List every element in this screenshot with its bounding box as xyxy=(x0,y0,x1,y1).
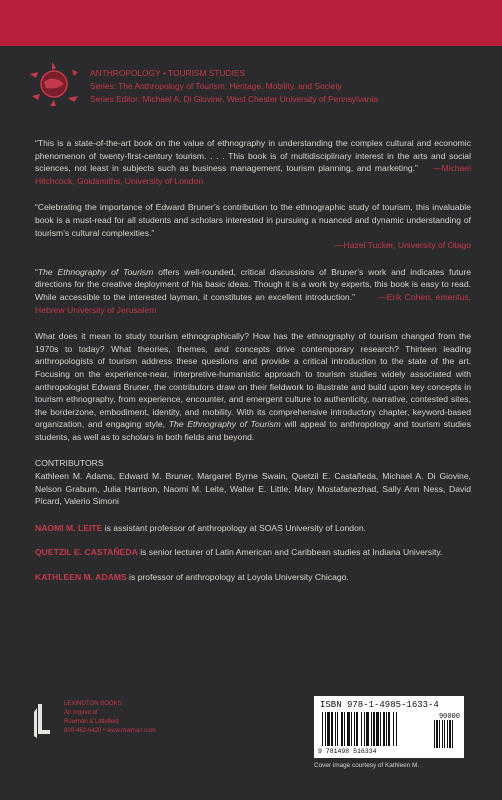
description-text: will appeal to anthropology and tourism studies students, as well as to scholars in both fields and beyond. xyxy=(35,419,471,442)
quote-attribution: —Hazel Tucker, University of Otago xyxy=(334,240,471,251)
publisher-imprint: An imprint of xyxy=(64,710,98,716)
barcode-stripe xyxy=(383,712,385,746)
contributors-list: Kathleen M. Adams, Edward M. Bruner, Margaret Byrne Swain, Quetzil E. Castañeda, Michael A. Di Giovine, Nelson Graburn, Julia Harrison, Naomi M. Leite, Walter E. Little, Mary Mostafanezhad, Sally Ann Ness, David Picard, Valerio Simoni xyxy=(35,471,471,507)
barcode-stripe xyxy=(444,720,445,748)
barcode-stripe xyxy=(434,720,435,748)
contributors-heading: CONTRIBUTORS xyxy=(35,458,104,469)
barcode-stripe xyxy=(354,712,355,746)
editor-name: KATHLEEN M. ADAMS xyxy=(35,572,127,583)
barcode-stripe xyxy=(344,712,345,746)
barcode-stripe xyxy=(452,720,453,748)
publisher-parent: Rowman & Littlefield xyxy=(64,719,119,725)
quote-text: “This is a state-of-the-art book on the value of ethnography in understanding the complex cultural and economic phenomenon of twenty-first-century tourism. . . . This book is of multidisciplinary interest in the arts and social sciences, not least in subjects such as business management, tourism planning, and marketing.” xyxy=(35,138,471,174)
barcode-stripe xyxy=(337,712,338,746)
barcode-stripe xyxy=(449,720,451,748)
barcode-stripe xyxy=(351,712,352,746)
blurb-quote xyxy=(35,201,471,251)
barcode-stripe xyxy=(436,720,438,748)
blurb-quote xyxy=(35,137,471,187)
barcode-stripe xyxy=(371,712,372,746)
barcode-stripe xyxy=(364,712,365,746)
publisher-contact: 800-462-6420 • www.rowman.com xyxy=(64,728,156,734)
quote-attribution: —Erik Cohen, emeritus, Hebrew University of Jerusalem xyxy=(35,291,472,315)
barcode-addon-number: 90000 xyxy=(438,713,460,721)
top-color-band xyxy=(0,0,502,46)
editor-bio xyxy=(35,571,471,584)
isbn-text: ISBN 978-1-4985-1633-4 xyxy=(320,700,439,710)
book-title: The Ethnography of Tourism xyxy=(168,419,281,430)
series-logo-icon xyxy=(28,60,80,108)
barcode-stripe xyxy=(376,712,379,746)
barcode-stripe xyxy=(396,712,397,746)
barcode-stripe xyxy=(325,712,326,746)
back-cover-text xyxy=(35,137,471,596)
barcode-stripe xyxy=(393,712,394,746)
barcode-stripe xyxy=(380,712,381,746)
publisher-name: LEXINGTON BOOKS xyxy=(64,701,122,707)
description-text: What does it mean to study tourism ethnographically? How has the ethnography of tourism changed from the 1970s to today? What theories, themes, and concepts drive contemporary research? Thirteen leading anthropologists of tourism address these questions and provide a critical introduction to the state of the art. Focusing on the experience-near, interpretive-humanistic approach to tourism studies widely associated with anthropologist Edward Bruner, the contributors draw on their fieldwork to illustrate and build upon key concepts in tourism ethnography, from experience, encounter, and emergent culture to authenticity, narrative, contested sites, the borderzone, embodiment, identity, and mobility. With its comprehensive introductory chapter, keyword-based organization, and engaging style, xyxy=(35,331,471,430)
barcode-stripe xyxy=(439,720,440,748)
editor-bio xyxy=(35,546,471,559)
barcode-stripe xyxy=(322,712,323,746)
book-description xyxy=(35,330,471,443)
editor-bio-text: is senior lecturer of Latin American and Caribbean studies at Indiana University. xyxy=(137,547,443,558)
barcode-stripe xyxy=(341,712,343,746)
quote-text: “Celebrating the importance of Edward Bruner’s contribution to the ethnographic study of tourism, this invaluable book is a must-read for all students and scholars interested in pursuing a nuanced and dynamic understanding of tourism’s cultural complexities.” xyxy=(35,202,471,238)
barcode-stripe xyxy=(388,712,390,746)
editor-name: NAOMI M. LEITE xyxy=(35,522,103,533)
barcode-ean-number: 9 781498 516334 xyxy=(318,748,377,755)
quote-text: offers well-rounded, critical discussions of Bruner’s work and indicates future directions for the creative deployment of his basic ideas. Though it is a work by experts, this book is easy to read. While accessible to the interested layman, it constitutes an excellent introduction.” xyxy=(35,266,471,302)
blurb-quote: “The Ethnography of Tourism offers well-rounded, critical discussions of Bruner’s work and indicates future directions for the creative deployment of his basic ideas. Though it is a work by experts, this book is easy to read. While accessible to the interested layman, it constitutes an excellent introduction.” —Erik Cohen, emeritus, Hebrew University of Jerusalem xyxy=(35,266,472,315)
barcode-stripe xyxy=(373,712,375,746)
barcode-stripe xyxy=(361,712,362,746)
barcode-stripe xyxy=(331,712,333,746)
series-editor-line: Series Editor: Michael A. Di Giovine, West Chester University of Pennsylvania xyxy=(90,94,378,104)
quote-attribution: —Michael Hitchcock, Goldsmiths, University of London xyxy=(35,163,471,186)
editor-bio-text: is assistant professor of anthropology at SOAS University of London. xyxy=(102,522,367,533)
barcode-stripe xyxy=(442,720,443,748)
isbn-barcode xyxy=(314,696,464,758)
publisher-info xyxy=(64,700,164,736)
barcode-stripe xyxy=(327,712,330,746)
editor-bio-text: is professor of anthropology at Loyola University Chicago. xyxy=(126,572,349,583)
barcode-stripe xyxy=(386,712,387,746)
series-line: Series: The Anthropology of Tourism: Heritage, Mobility, and Society xyxy=(90,81,342,91)
barcode-stripe xyxy=(335,712,336,746)
editor-name: QUETZIL E. CASTAÑEDA xyxy=(35,547,138,558)
barcode-stripe xyxy=(447,720,448,748)
series-header xyxy=(90,67,490,106)
barcode-stripe xyxy=(366,712,369,746)
category-line: ANTHROPOLOGY • TOURISM STUDIES xyxy=(90,68,246,78)
barcode-stripe xyxy=(347,712,350,746)
cover-image-credit: Cover image courtesy of Kathleen M. xyxy=(314,762,420,769)
editor-bio xyxy=(35,522,471,535)
book-title: The Ethnography of Tourism xyxy=(37,266,154,277)
publisher-logo-icon xyxy=(32,704,52,740)
barcode-stripe xyxy=(356,712,358,746)
barcode-bars-icon xyxy=(320,712,458,750)
